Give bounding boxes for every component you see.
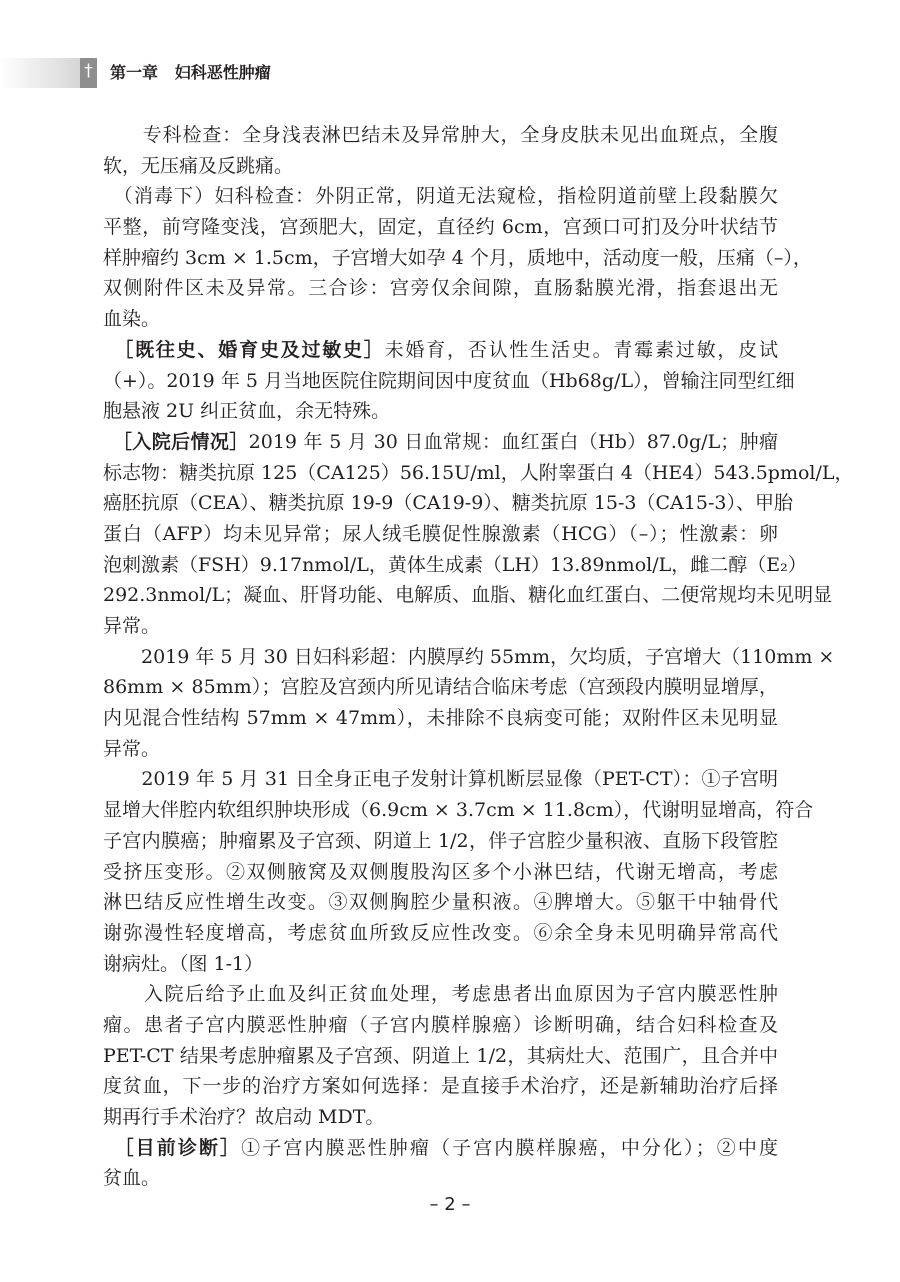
text-line: 蛋白（AFP）均未见异常；尿人绒毛膜促性腺激素（HCG）（–）；性激素：卵 bbox=[103, 522, 778, 545]
page-number: – 2 – bbox=[429, 1194, 471, 1215]
text-line: 癌胚抗原（CEA）、糖类抗原 19-9（CA19-9）、糖类抗原 15-3（CA15-3）、甲胎 bbox=[103, 492, 793, 515]
admission-text: 2019 年 5 月 30 日血常规：血红蛋白（Hb）87.0g/L；肿瘤 bbox=[248, 430, 778, 453]
history-text: 未婚育，否认性生活史。青霉素过敏，皮试 bbox=[384, 338, 778, 361]
text-line: 双侧附件区未及异常。三合诊：宫旁仅余间隙，直肠黏膜光滑，指套退出无 bbox=[103, 277, 778, 300]
text-line: 入院后给予止血及纠正贫血处理，考虑患者出血原因为子宫内膜恶性肿 bbox=[103, 983, 778, 1006]
text-line: （消毒下）妇科检查：外阴正常，阴道无法窥检，指检阴道前壁上段黏膜欠 bbox=[103, 185, 778, 208]
text-line: 血染。 bbox=[103, 308, 161, 331]
text-line: 淋巴结反应性增生改变。③双侧胸腔少量积液。④脾增大。⑤躯干中轴骨代 bbox=[103, 891, 778, 914]
text-line: 谢病灶。（图 1-1） bbox=[103, 952, 264, 975]
diagnosis-heading: ［目前诊断］ bbox=[124, 1136, 242, 1159]
text-line: 贫血。 bbox=[103, 1167, 161, 1190]
history-line bbox=[103, 335, 778, 366]
text-line: 度贫血，下一步的治疗方案如何选择：是直接手术治疗，还是新辅助治疗后择 bbox=[103, 1075, 778, 1098]
text-line: 292.3nmol/L；凝血、肝肾功能、电解质、血脂、糖化血红蛋白、二便常规均未见明显 bbox=[103, 584, 833, 607]
text-line: 显增大伴腔内软组织肿块形成（6.9cm × 3.7cm × 11.8cm），代谢明显增高，符合 bbox=[103, 799, 814, 822]
text-line: PET-CT 结果考虑肿瘤累及子宫颈、阴道上 1/2，其病灶大、范围广，且合并中 bbox=[103, 1044, 778, 1067]
history-heading: ［既往史、婚育史及过敏史］ bbox=[123, 338, 385, 361]
text-line: 谢弥漫性轻度增高，考虑贫血所致反应性改变。⑥余全身未见明确异常高代 bbox=[103, 921, 778, 944]
text-line: 胞悬液 2U 纠正贫血，余无特殊。 bbox=[103, 400, 391, 423]
text-line: （+）。2019 年 5 月当地医院住院期间因中度贫血（Hb68g/L），曾输注同型红细 bbox=[103, 369, 795, 392]
text-line: 标志物：糖类抗原 125（CA125）56.15U/ml，人附睾蛋白 4（HE4）543.5pmol/L， bbox=[103, 461, 854, 484]
text-line: 2019 年 5 月 31 日全身正电子发射计算机断层显像（PET-CT）：①子宫明 bbox=[103, 768, 778, 791]
admission-line bbox=[103, 427, 778, 458]
text-line: 86mm × 85mm）；宫腔及宫颈内所见请结合临床考虑（宫颈段内膜明显增厚， bbox=[103, 676, 778, 699]
text-line: 受挤压变形。②双侧腋窝及双侧腹股沟区多个小淋巴结，代谢无增高，考虑 bbox=[103, 860, 778, 883]
text-line: 平整，前穹隆变浅，宫颈肥大，固定，直径约 6cm，宫颈口可扪及分叶状结节 bbox=[103, 216, 778, 239]
text-line: 软，无压痛及反跳痛。 bbox=[103, 154, 294, 177]
text-line: 泡刺激素（FSH）9.17nmol/L，黄体生成素（LH）13.89nmol/L，雌二醇（E₂） bbox=[103, 553, 807, 576]
diagnosis-line bbox=[103, 1133, 778, 1164]
text-line: 子宫内膜癌；肿瘤累及子宫颈、阴道上 1/2，伴子宫腔少量积液、直肠下段管腔 bbox=[103, 829, 778, 852]
text-line: 期再行手术治疗？故启动 MDT。 bbox=[103, 1106, 385, 1128]
admission-heading: ［入院后情况］ bbox=[122, 430, 249, 453]
header-band bbox=[0, 58, 92, 88]
text-line: 内见混合性结构 57mm × 47mm），未排除不良病变可能；双附件区未见明显 bbox=[103, 707, 778, 730]
text-line: 专科检查：全身浅表淋巴结未及异常肿大，全身皮肤未见出血斑点，全腹 bbox=[103, 124, 778, 146]
text-line: 异常。 bbox=[103, 615, 161, 637]
diagnosis-text: ①子宫内膜恶性肿瘤（子宫内膜样腺癌，中分化）；②中度 bbox=[241, 1136, 778, 1159]
page-body bbox=[103, 120, 854, 1194]
text-line: 异常。 bbox=[103, 737, 161, 760]
dagger-cross-icon: † bbox=[84, 61, 93, 81]
text-line: 瘤。患者子宫内膜恶性肿瘤（子宫内膜样腺癌）诊断明确，结合妇科检查及 bbox=[103, 1013, 778, 1036]
chapter-title: 第一章 妇科恶性肿瘤 bbox=[110, 63, 271, 82]
text-line: 2019 年 5 月 30 日妇科彩超：内膜厚约 55mm，欠均质，子宫增大（110mm × bbox=[103, 645, 835, 668]
text-line: 样肿瘤约 3cm × 1.5cm，子宫增大如孕 4 个月，质地中，活动度一般，压痛（–）， bbox=[103, 246, 812, 269]
header-tab bbox=[80, 58, 97, 88]
